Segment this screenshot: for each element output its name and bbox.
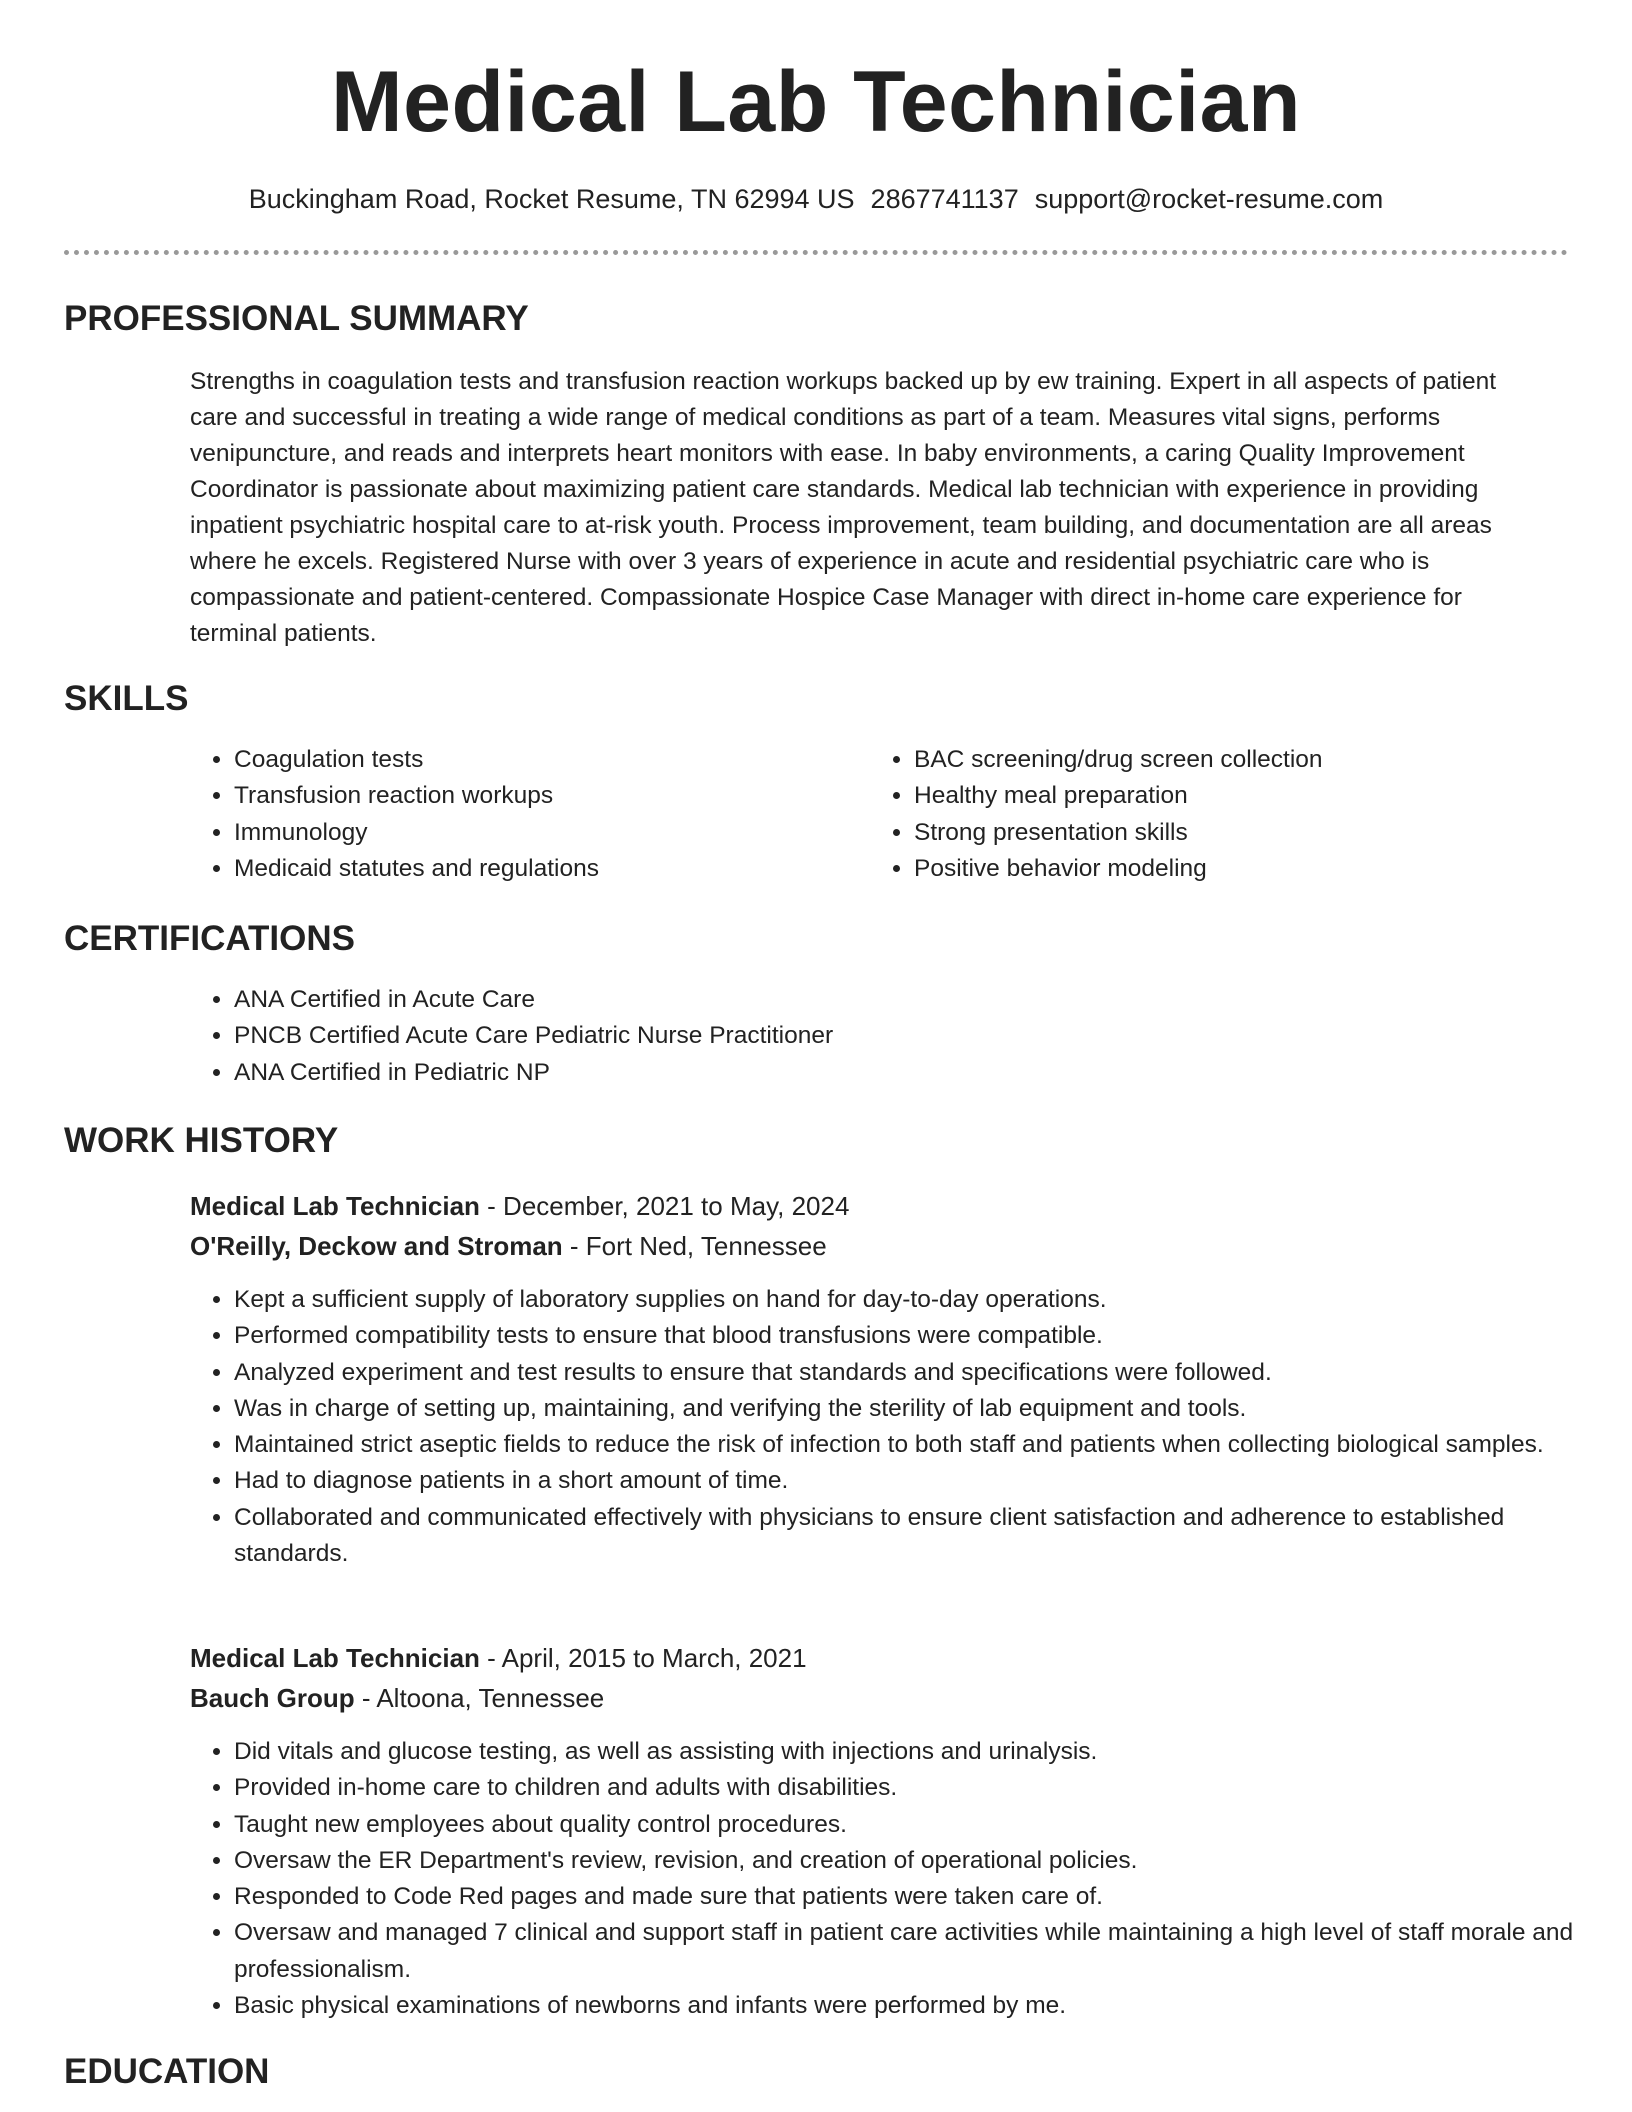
skills-list-left xyxy=(190,742,854,887)
job-title-line xyxy=(190,1188,849,1224)
summary-heading: PROFESSIONAL SUMMARY xyxy=(64,299,529,338)
certification-item: • PNCB Certified Acute Care Pediatric Nurse Practitioner xyxy=(234,1018,1594,1054)
header-divider xyxy=(64,250,1568,255)
job-bullets xyxy=(190,1282,1594,1572)
job-bullet: • Did vitals and glucose testing, as well as assisting with injections and urinalysis. xyxy=(234,1734,1594,1770)
job-bullet: • Taught new employees about quality control procedures. xyxy=(234,1807,1594,1843)
certification-item: • ANA Certified in Acute Care xyxy=(234,982,1594,1018)
skill-item: • Healthy meal preparation xyxy=(914,778,1594,814)
job-company: O'Reilly, Deckow and Stroman xyxy=(190,1231,563,1261)
skill-item: • BAC screening/drug screen collection xyxy=(914,742,1594,778)
address: Buckingham Road, Rocket Resume, TN 62994 US xyxy=(248,184,855,214)
job-bullet: • Maintained strict aseptic fields to reduce the risk of infection to both staff and patients when collecting biological samples. xyxy=(234,1427,1594,1463)
job-bullet: • Oversaw and managed 7 clinical and support staff in patient care activities while maintaining a high level of staff morale and professionalism. xyxy=(234,1915,1594,1988)
skills-heading: SKILLS xyxy=(64,679,189,718)
job-company-line xyxy=(190,1228,827,1264)
skill-item: • Strong presentation skills xyxy=(914,815,1594,851)
job-bullet: • Had to diagnose patients in a short amount of time. xyxy=(234,1463,1594,1499)
skill-item: • Positive behavior modeling xyxy=(914,851,1594,887)
job-bullet: • Performed compatibility tests to ensure that blood transfusions were compatible. xyxy=(234,1318,1594,1354)
phone: 2867741137 xyxy=(870,184,1019,214)
job-title-line xyxy=(190,1640,807,1676)
job-company: Bauch Group xyxy=(190,1683,355,1713)
job-dates: - December, 2021 to May, 2024 xyxy=(479,1191,850,1221)
certifications-list xyxy=(190,982,1594,1091)
job-bullet: • Was in charge of setting up, maintaining, and verifying the sterility of lab equipment and tools. xyxy=(234,1391,1594,1427)
summary-text: Strengths in coagulation tests and transfusion reaction workups backed up by ew training. Expert in all aspects of patient care and successful in treating a wide range of medical conditions as part of a team. Measures vital signs, performs venipuncture, and reads and interprets heart monitors with ease. In baby environments, a caring Quality Improvement Coordinator is passionate about maximizing patient care standards. Medical lab technician with experience in providing inpatient psychiatric hospital care to at-risk youth. Process improvement, team building, and documentation are all areas where he excels. Registered Nurse with over 3 years of experience in acute and residential psychiatric care who is compassionate and patient-centered. Compassionate Hospice Case Manager with direct in-home care experience for terminal patients. xyxy=(190,368,1497,647)
skill-item: • Coagulation tests xyxy=(234,742,854,778)
work-history-heading: WORK HISTORY xyxy=(64,1121,339,1160)
job-location: - Fort Ned, Tennessee xyxy=(562,1231,827,1261)
certification-item: • ANA Certified in Pediatric NP xyxy=(234,1055,1594,1091)
job-bullet: • Collaborated and communicated effectively with physicians to ensure client satisfaction and adherence to established standards. xyxy=(234,1500,1594,1573)
skill-item: • Transfusion reaction workups xyxy=(234,778,854,814)
job-title: Medical Lab Technician xyxy=(190,1643,480,1673)
skills-list-right xyxy=(870,742,1594,887)
job-bullet: • Responded to Code Red pages and made sure that patients were taken care of. xyxy=(234,1879,1594,1915)
job-bullet: • Oversaw the ER Department's review, revision, and creation of operational policies. xyxy=(234,1843,1594,1879)
job-bullet: • Analyzed experiment and test results to ensure that standards and specifications were followed. xyxy=(234,1355,1594,1391)
job-dates: - April, 2015 to March, 2021 xyxy=(479,1643,807,1673)
contact-line xyxy=(0,180,1632,218)
job-title: Medical Lab Technician xyxy=(190,1191,480,1221)
job-location: - Altoona, Tennessee xyxy=(354,1683,605,1713)
certifications-heading: CERTIFICATIONS xyxy=(64,919,356,958)
job-company-line xyxy=(190,1680,604,1716)
job-bullets xyxy=(190,1734,1594,2024)
job-bullet: • Provided in-home care to children and adults with disabilities. xyxy=(234,1770,1594,1806)
candidate-name: Medical Lab Technician xyxy=(331,54,1301,150)
skill-item: • Immunology xyxy=(234,815,854,851)
email: support@rocket-resume.com xyxy=(1034,184,1384,214)
skill-item: • Medicaid statutes and regulations xyxy=(234,851,854,887)
education-heading: EDUCATION xyxy=(64,2052,270,2091)
job-bullet: • Kept a sufficient supply of laboratory supplies on hand for day-to-day operations. xyxy=(234,1282,1594,1318)
job-bullet: • Basic physical examinations of newborns and infants were performed by me. xyxy=(234,1988,1594,2024)
